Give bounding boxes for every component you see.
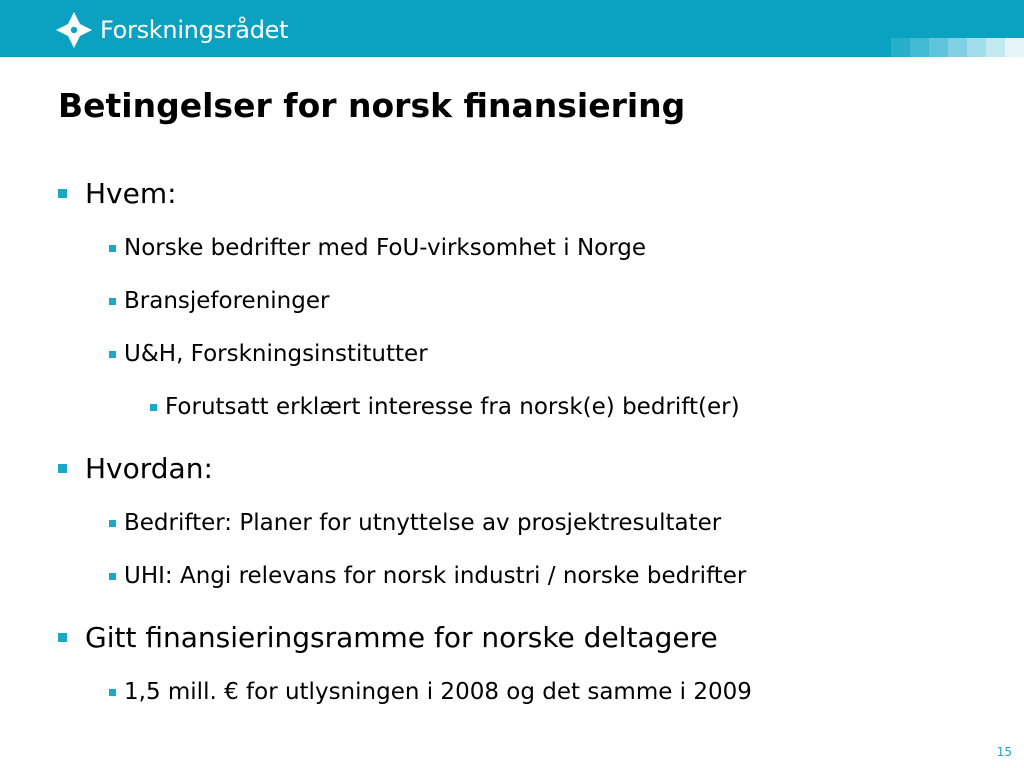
page-number: 15	[996, 745, 1012, 759]
sub-bullet-item	[109, 675, 752, 709]
bullet-text: Norske bedrifter med FoU-virksomhet i Norge	[124, 235, 647, 261]
bullet-text: UHI: Angi relevans for norsk industri / norske bedrifter	[124, 563, 747, 589]
bullet-text: 1,5 mill. € for utlysningen i 2008 og det samme i 2009	[124, 679, 752, 705]
square-bullet-icon	[109, 351, 116, 358]
bullet-text: Hvem:	[85, 176, 177, 210]
slide-title: Betingelser for norsk finansiering	[58, 86, 686, 125]
bullet-text: Bedrifter: Planer for utnyttelse av prosjektresultater	[124, 510, 722, 536]
sub-bullet-item	[109, 231, 646, 265]
square-bullet-icon	[150, 404, 157, 411]
sub-bullet-item	[109, 337, 428, 371]
square-bullet-icon	[109, 245, 116, 252]
bullet-item	[58, 173, 177, 213]
bullet-item	[58, 448, 213, 488]
bullet-text: Gitt finansieringsramme for norske deltagere	[85, 620, 718, 654]
bullet-text: U&H, Forskningsinstitutter	[124, 341, 428, 367]
sub-bullet-item	[109, 506, 721, 540]
square-bullet-icon	[58, 189, 67, 198]
sub-bullet-item	[109, 559, 746, 593]
sub-bullet-item	[109, 284, 329, 318]
bullet-text: Hvordan:	[85, 451, 213, 485]
square-bullet-icon	[109, 520, 116, 527]
bullet-text: Forutsatt erklært interesse fra norsk(e) bedrift(er)	[165, 394, 740, 420]
square-bullet-icon	[109, 573, 116, 580]
sub-sub-bullet-item	[150, 390, 740, 424]
bullet-item	[58, 617, 718, 657]
square-bullet-icon	[58, 633, 67, 642]
square-bullet-icon	[109, 298, 116, 305]
bullet-text: Bransjeforeninger	[124, 288, 330, 314]
logo-text: Forskningsrådet	[100, 16, 289, 44]
square-bullet-icon	[109, 689, 116, 696]
square-bullet-icon	[58, 464, 67, 473]
